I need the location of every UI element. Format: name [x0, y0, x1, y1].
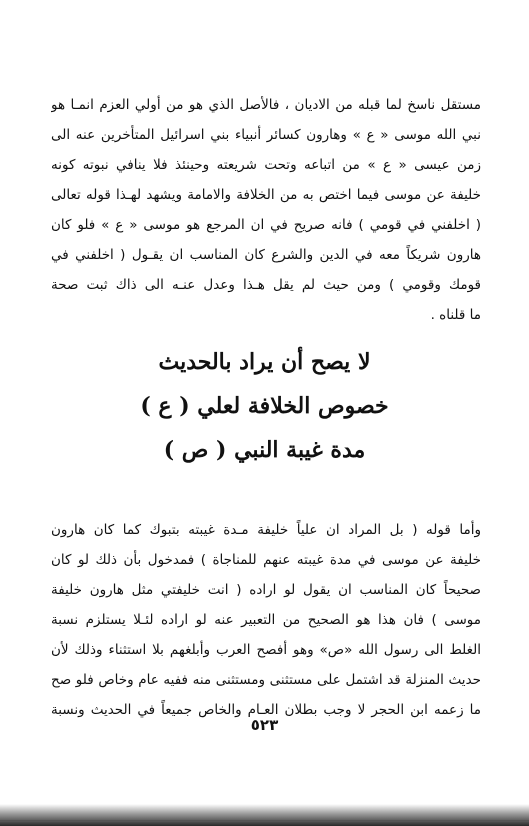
paragraph-1-line: ما قلناه .	[430, 307, 481, 323]
paragraph-1-line: قومك وقومي ) ومن حيث لم يقل هـذا وعدل عنـه الى ذاك ثبت صحة	[51, 277, 481, 293]
paragraph-2-line: صحيحاً كان المناسب ان يقول لو اراده ( انت خليفتي مثل هارون خليفة	[51, 582, 481, 598]
paragraph-1	[51, 90, 481, 330]
paragraph-1-line: نبي الله موسى « ع » وهارون كسائر أنبياء بني اسرائيل المتأخرين عنه الى	[51, 127, 481, 143]
paragraph-2-line: موسى ) فان هذا هو الصحيح من التعبير عنه لو اراده لئـلا يستلزم نسبة	[51, 612, 481, 628]
paragraph-2-line: خليفة عن موسى في مدة غيبته عنهم للمناجاة ) فمدخول بأن ذلك لو كان	[51, 552, 481, 568]
paragraph-1-line: خليفة عن موسى فيما اختص به من الخلافة والامامة ويشهد لهـذا قوله تعالى	[51, 187, 481, 203]
paragraph-2-line: وأما قوله ( بل المراد ان علياً خليفة مـدة غيبته بتبوك كما كان هارون	[51, 522, 481, 538]
section-heading-line-2: خصوص الخلافة لعلي ( ع )	[140, 393, 389, 419]
paragraph-2-line: حديث المنزلة قد اشتمل على مستثنى ومستثنى منه ففيه عام وخاص فلو صح	[51, 672, 481, 688]
paragraph-2-line: ما زعمه ابن الحجر لا وجب بطلان العـام والخاص جميعاً في الحديث ونسبة	[51, 702, 481, 718]
paragraph-1-line: هارون شريكاً معه في الدين والشرع كان المناسب ان يقـول ( اخلفني في	[51, 247, 481, 263]
section-heading-line-3: مدة غيبة النبي ( ص )	[163, 437, 366, 463]
paragraph-1-line: ( اخلفني في قومي ) فانه صريح في ان المرجع هو موسى « ع » فلو كان	[51, 217, 481, 233]
paragraph-1-line: مستقل ناسخ لما قبله من الاديان ، فالأصل الذي هو من أولي العزم انمـا هو	[51, 97, 481, 113]
paragraph-2	[51, 515, 481, 725]
paragraph-1-line: زمن عيسى « ع » من اتباعه وتحت شريعته وحينئذ فلا ينافي نبوته كونه	[51, 157, 481, 173]
scan-edge-line	[0, 820, 529, 822]
scan-bottom-edge	[0, 804, 529, 826]
paragraph-2-line: الغلط الى رسول الله «ص» وهو أفصح العرب وأبلغهم بلا استثناء وذلك لأن	[51, 642, 481, 658]
section-heading-line-1: لا يصح أن يراد بالحديث	[158, 349, 371, 375]
section-heading	[0, 340, 529, 472]
page-number: ٥٢٣	[250, 716, 279, 734]
